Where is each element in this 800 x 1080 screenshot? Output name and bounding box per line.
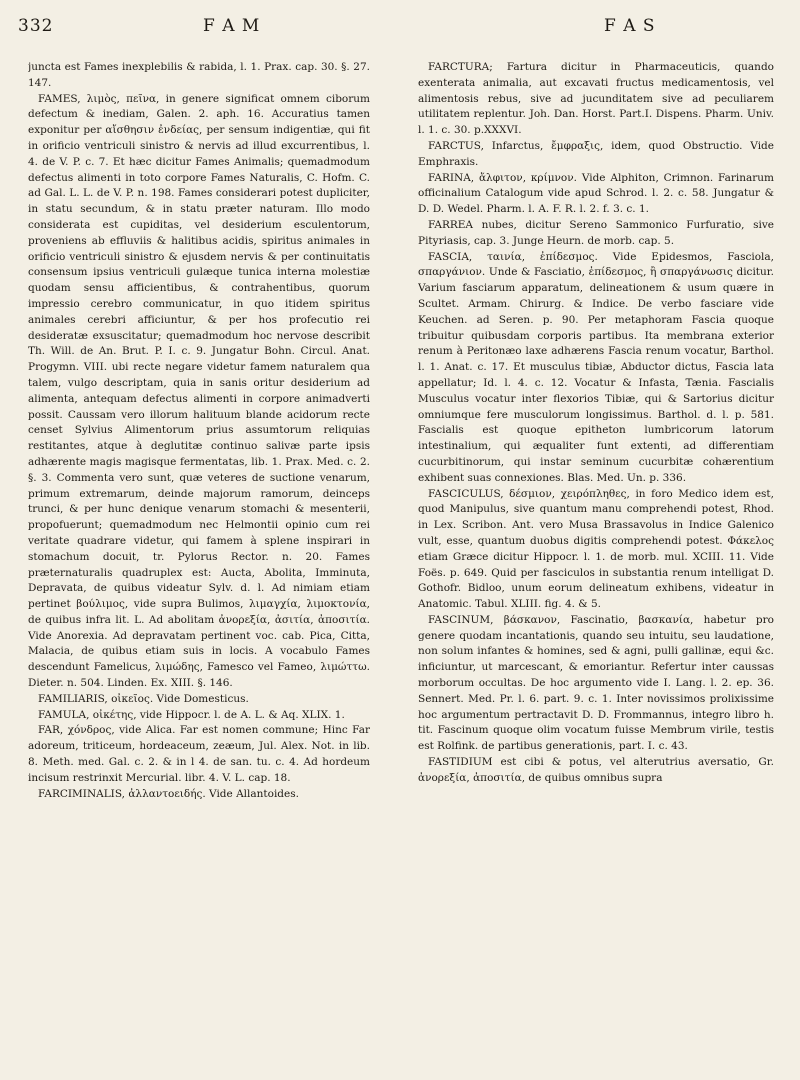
entry-paragraph: FAMULA, οἰκέτης, vide Hippocr. l. de A. L. & Aq. XLIX. 1. [38, 708, 345, 721]
entry-paragraph: FASCIA, ταινία, ἐπίδεσμος. Vide Epidesmos, Fasciola, σπαργάνιον. Unde & Fasciatio, ἐπίδεσμος, ἢ σπαργάνωσις dicitur. Varium fasciarum apparatum, delineationem & usum quære in Scultet. Armam. Chirurg. & Indice. De verbo fasciare vide Keuchen. ad Seren. p. 90. Per metaphoram Fascia quoque tribuitur quibusdam corporis partibus. Ita membrana exterior renum à Peritonæo laxe adhærens Fascia renum vocatur, Barthol. l. 1. Anat. c. 17. Et musculus tibiæ, Abductor dictus, Fascia lata appellatur; Id. l. 4. c. 12. Vocatur & Infasta, Tænia. Fascialis Musculus vocatur inter flexorios Tibiæ, qui & Sartorius dicitur omniumque fere musculorum longissimus. Barthol. d. l. p. 581. Fascialis est quoque epitheton lumbricorum latorum intestinalium, qui æqualiter funt extenti, ad differentiam cucurbitinorum, qui instar seminum cucurbitæ cohærentium exhibent suas connexiones. Blas. Med. Un. p. 336. [418, 250, 774, 484]
entry-paragraph: FAR, χόνδρος, vide Alica. Far est nomen commune; Hinc Far adoreum, triticeum, hordeaceum, zeæum, Jul. Alex. Not. in lib. 8. Meth. med. Gal. c. 2. & in l 4. de san. tu. c. 4. Ad hordeum incisum restrinxit Mercurial. libr. 4. V. L. cap. 18. [28, 724, 370, 784]
entry-paragraph: FARREA nubes, dicitur Sereno Sammonico Furfuratio, sive Pityriasis, cap. 3. Junge Heurn. de morb. cap. 5. [418, 218, 774, 247]
entry-paragraph: FARCIMINALIS, ἀλλαντοειδής. Vide Allantoides. [38, 787, 299, 800]
entry-paragraph: FASTIDIUM est cibi & potus, vel alterutrius aversatio, Gr. ἀνορεξία, ἀποσιτία, de quibus omnibus supra [418, 756, 774, 784]
entry-paragraph: juncta est Fames inexplebilis & rabida, l. 1. Prax. cap. 30. §. 27. 147. [28, 61, 370, 89]
right-running-head: F A S [604, 16, 656, 36]
entry-paragraph: FASCINUM, βάσκανον, Fascinatio, βασκανία, habetur pro genere quodam incantationis, quando seu intuitu, seu laudatione, non solum infantes & homines, sed & agni, pulli gallinæ, equi &c. inficiuntur, ut marcescant, & emoriantur. Refertur inter caussas morborum occultas. De hoc argumento vide I. Lang. l. 2. ep. 36. Sennert. Med. Pr. l. 6. part. 9. c. 1. Inter novissimos prolixissime hoc argumentum pertractavit D. D. Frommannus, integro libro h. tit. Fascinum quoque olim vocatum fuisse Membrum virile, testis est Rolfink. de partibus generationis, part. I. c. 43. [418, 613, 774, 753]
right-column [418, 60, 774, 1070]
entry-paragraph: FARCTURA; Fartura dicitur in Pharmaceuticis, quando exenterata animalia, aut excavati fructus medicamentosis, vel alimentosis rebus, sive ad jucunditatem sive ad peculiarem utilitatem replentur. Joh. Dan. Horst. Part.I. Dispens. Pharm. Univ. l. 1. c. 30. p.XXXVI. [418, 61, 774, 137]
left-running-head: F A M [203, 16, 261, 36]
left-column [28, 60, 370, 1070]
entry-paragraph: FARCTUS, Infarctus, ἔμφραξις, idem, quod Obstructio. Vide Emphraxis. [418, 139, 774, 168]
entry-paragraph: FAMILIARIS, οἰκεῖος. Vide Domesticus. [38, 692, 249, 705]
entry-paragraph: FARINA, ἄλφιτον, κρίμνον. Vide Alphiton, Crimnon. Farinarum officinalium Catalogum vide apud Schrod. l. 2. c. 58. Jungatur & D. D. Wedel. Pharm. l. A. F. R. l. 2. f. 3. c. 1. [418, 171, 774, 216]
page-header [18, 14, 782, 44]
page-number: 332 [18, 16, 54, 36]
entry-paragraph: FAMES, λιμὸς, πεῖνα, in genere significat omnem ciborum defectum & inediam, Galen. 2. aph. 16. Accuratius tamen exponitur per αἴσθησιν ἐνδείας, per sensum indigentiæ, qui fit in orificio ventriculi sinistro & nervis ad illud excurrentibus, l. 4. de V. P. c. 7. Et hæc dicitur Fames Animalis; quemadmodum defectus alimenti in toto corpore Fames Naturalis, C. Hofm. C. ad Gal. L. L. de V. P. n. 198. Fames considerari potest dupliciter, in statu secundum, & in statu præter naturam. Illo modo considerata est cupiditas, vel desiderium esculentorum, proveniens ab effluviis & halitibus acidis, spiritus animales in orificio ventriculi sinistro & ejusdem nervis & per continuitatis consensum ipsius ventriculi gulæque tunica interna molestiæ quodam sensu afficientibus, & contrahentibus, quorum impressio cerebro communicatur, in quo itidem spiritus animales cerebri afficiuntur, & per hos profecutio rei desideratæ exsuscitatur; quemadmodum hoc nervose describit Th. Will. de An. Brut. P. I. c. 9. Jungatur Bohn. Circul. Anat. Progymn. VIII. ubi recte negare videtur famem naturalem qua talem, vulgo descriptam, quia in sanis oritur desiderium ad alimenta, antequam defectus alimenti in corpore animadverti possit. Caussam vero illorum halituum blande acidorum recte censet Sylvius Alimentorum prius assumtorum reliquias restitantes, atque à deglutitæ continuo salivæ parte ipsis adhærente magis magisque fermentatas, lib. 1. Prax. Med. c. 2. §. 3. Commenta vero sunt, quæ veteres de suctione venarum, primum extremarum, deinde majorum ramorum, deinceps trunci, & per hunc denique venarum stomachi & mesenterii, propofuerunt; quemadmodum nec Helmontii opinio cum rei veritate quadrare videtur, qui famem à splene inspirari in stomachum docuit, tr. Pylorus Rector. n. 20. Fames præternaturalis quadruplex est: Aucta, Abolita, Imminuta, Depravata, de quibus videatur Sylv. d. l. Ad nimiam etiam pertinet βούλιμος, vide supra Bulimos, λιμαγχία, λιμοκτονία, de quibus infra lit. L. Ad abolitam ἀνορεξία, ἀσιτία, ἀποσιτία. Vide Anorexia. Ad depravatam pertinent voc. cab. Pica, Citta, Malacia, de quibus etiam suis in locis. A vocabulo Fames descendunt Famelicus, λιμώδης, Famesco vel Fameo, λιμώττω. Dieter. n. 504. Linden. Ex. XIII. §. 146. [28, 92, 370, 690]
entry-paragraph: FASCICULUS, δέσμιον, χειρόπληθες, in foro Medico idem est, quod Manipulus, sive quantum manu comprehendi potest, Rhod. in Lex. Scribon. Ant. vero Musa Brassavolus in Indice Galenico vult, esse, quantum duobus digitis comprehendi potest. Φάκελος etiam Græce dicitur Hippocr. l. 1. de morb. mul. XCIII. 11. Vide Foës. p. 649. Quid per fasciculos in substantia renum intelligat D. Gothofr. Bidloo, unum eorum delineatum exhibens, videatur in Anatomic. Tabul. XLIII. fig. 4. & 5. [418, 487, 774, 611]
